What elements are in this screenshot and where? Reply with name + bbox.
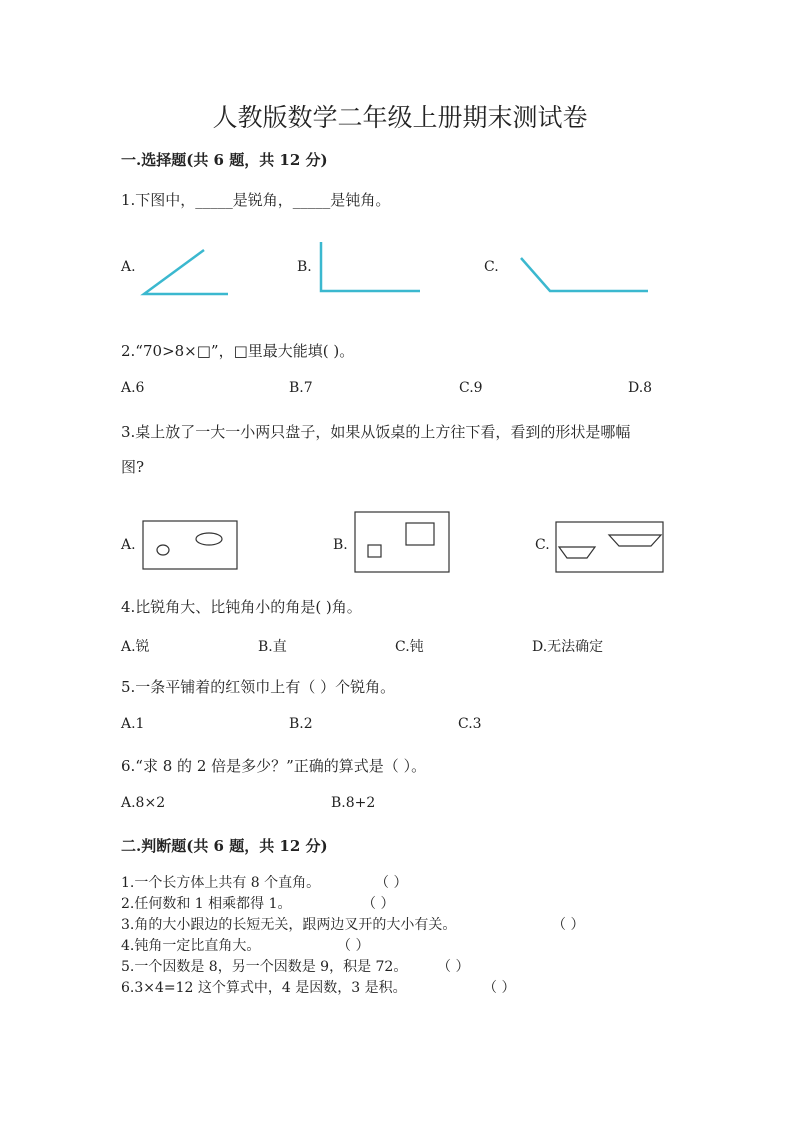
section-heading-judgment: 二.判断题(共 6 题，共 12 分) bbox=[121, 837, 328, 855]
q5-option-b: B.2 bbox=[289, 716, 313, 732]
q2-option-b: B.7 bbox=[289, 380, 313, 396]
q4-option-a: A.锐 bbox=[121, 639, 150, 655]
q3-option-a-label: A. bbox=[121, 537, 136, 553]
q6-option-a: A.8×2 bbox=[121, 795, 166, 811]
judgment-item: 1.一个长方体上共有 8 个直角。 bbox=[121, 875, 321, 891]
question-4-text: 4.比锐角大、比钝角小的角是( )角。 bbox=[121, 598, 362, 616]
answer-bracket[interactable]: （ ） bbox=[552, 917, 585, 933]
q1-option-b-label: B. bbox=[297, 259, 312, 275]
q6-option-b: B.8+2 bbox=[331, 795, 376, 811]
q4-option-b: B.直 bbox=[258, 639, 287, 655]
question-6-text: 6.“求 8 的 2 倍是多少？”正确的算式是（ ）。 bbox=[121, 757, 427, 775]
q1-option-a-label: A. bbox=[121, 259, 136, 275]
judgment-item: 5.一个因数是 8，另一个因数是 9，积是 72。 bbox=[121, 959, 408, 975]
question-3-text-line2: 图? bbox=[121, 458, 145, 476]
section-heading-choice: 一.选择题(共 6 题，共 12 分) bbox=[121, 151, 328, 169]
question-5-text: 5.一条平铺着的红领巾上有（ ）个锐角。 bbox=[121, 678, 396, 696]
answer-bracket[interactable]: （ ） bbox=[375, 875, 408, 891]
answer-bracket[interactable]: （ ） bbox=[362, 896, 395, 912]
q5-option-c: C.3 bbox=[458, 716, 482, 732]
q5-option-a: A.1 bbox=[121, 716, 145, 732]
plates-figure-b bbox=[354, 511, 450, 573]
answer-bracket[interactable]: （ ） bbox=[437, 959, 470, 975]
q2-option-c: C.9 bbox=[459, 380, 483, 396]
judgment-item: 2.任何数和 1 相乘都得 1。 bbox=[121, 896, 292, 912]
page-title: 人教版数学二年级上册期末测试卷 bbox=[212, 103, 588, 132]
question-3-text-line1: 3.桌上放了一大一小两只盘子，如果从饭桌的上方往下看，看到的形状是哪幅 bbox=[121, 423, 631, 441]
q2-option-d: D.8 bbox=[628, 380, 653, 396]
right-angle-figure bbox=[316, 238, 424, 296]
q2-option-a: A.6 bbox=[121, 380, 145, 396]
obtuse-angle-figure bbox=[516, 254, 652, 296]
q1-option-c-label: C. bbox=[484, 259, 499, 275]
q4-option-d: D.无法确定 bbox=[532, 639, 604, 655]
plates-figure-c bbox=[555, 521, 665, 573]
answer-bracket[interactable]: （ ） bbox=[337, 938, 370, 954]
question-2-text: 2.“70>8×□”，□里最大能填( )。 bbox=[121, 342, 355, 360]
plates-figure-a bbox=[142, 520, 238, 570]
judgment-item: 3.角的大小跟边的长短无关，跟两边叉开的大小有关。 bbox=[121, 917, 457, 933]
judgment-item: 6.3×4=12 这个算式中，4 是因数，3 是积。 bbox=[121, 980, 407, 996]
q3-option-b-label: B. bbox=[333, 537, 348, 553]
answer-bracket[interactable]: （ ） bbox=[483, 980, 516, 996]
acute-angle-figure bbox=[140, 246, 235, 298]
q4-option-c: C.钝 bbox=[395, 639, 424, 655]
judgment-item: 4.钝角一定比直角大。 bbox=[121, 938, 261, 954]
question-1-text: 1.下图中，_____是锐角，_____是钝角。 bbox=[121, 191, 391, 209]
q3-option-c-label: C. bbox=[535, 537, 550, 553]
